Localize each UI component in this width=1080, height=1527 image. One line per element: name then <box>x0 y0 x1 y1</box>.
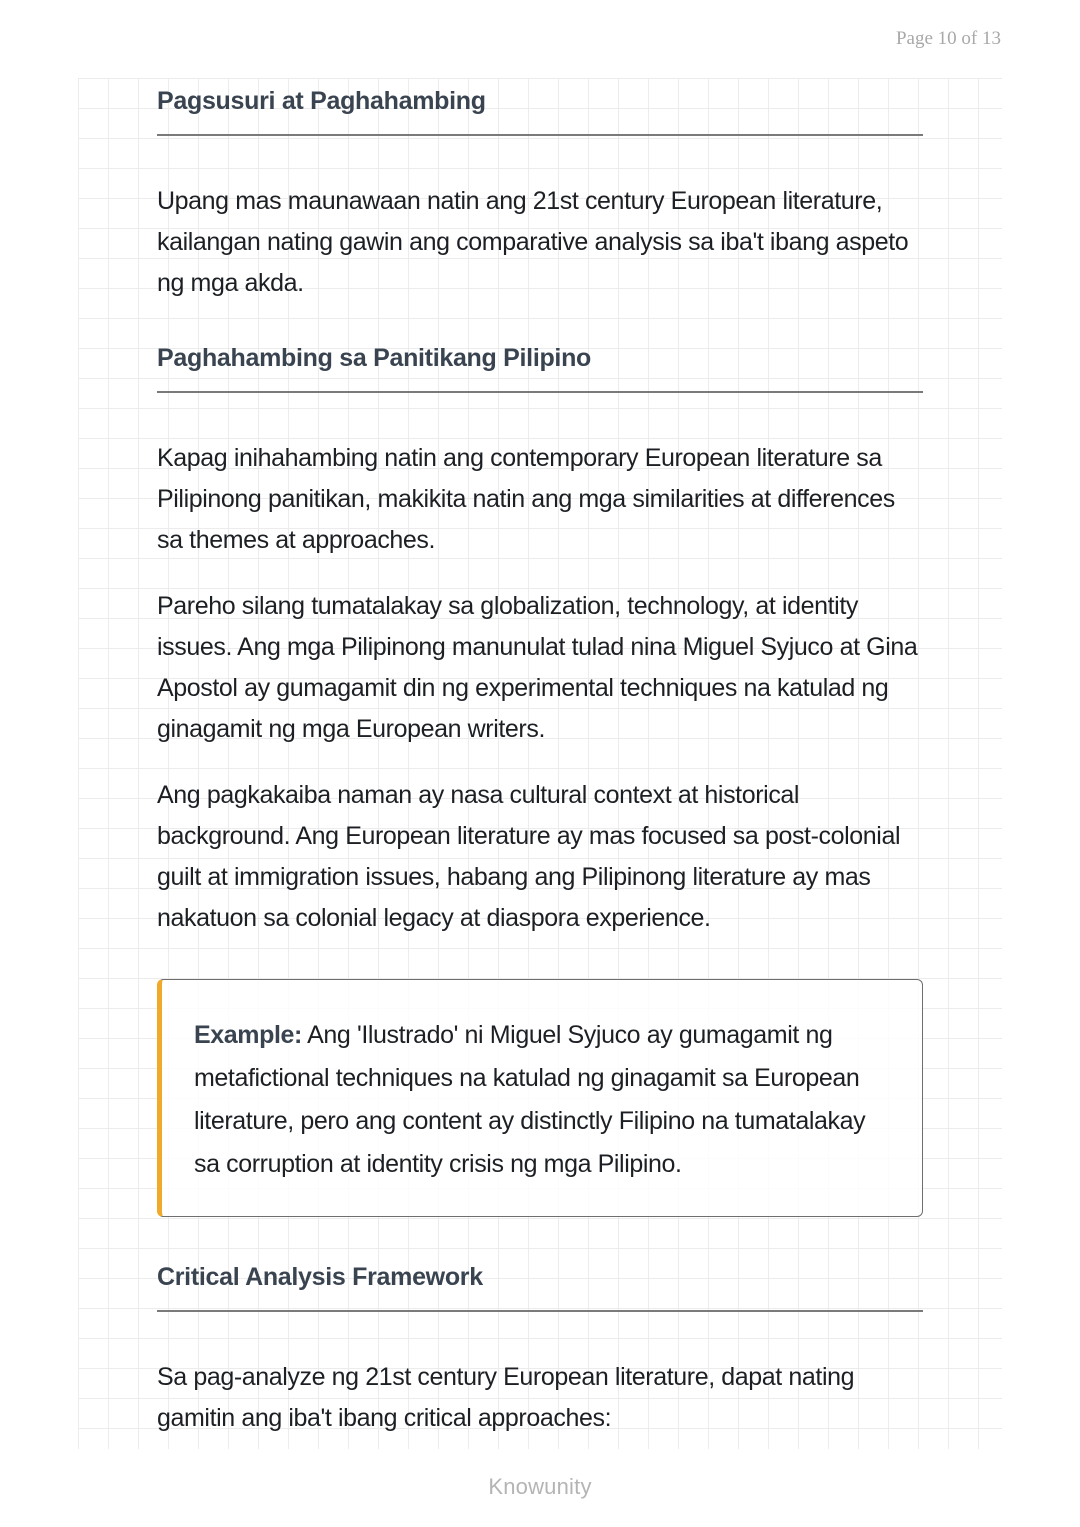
paragraph: Sa pag-analyze ng 21st century European literature, dapat nating gamitin ang iba't ibang critical approaches: <box>157 1363 855 1432</box>
page-indicator: Page 10 of 13 <box>895 28 1001 49</box>
section-paghahambing <box>157 335 923 1217</box>
paragraph: Pareho silang tumatalakay sa globalization, technology, at identity issues. Ang mga Pilipinong manunulat tulad nina Miguel Syjuco at Gina Apostol ay gumagamit din ng experimental techniques na katulad ng ginagamit ng mga European writers. <box>157 592 918 743</box>
section-heading: Critical Analysis Framework <box>157 1254 923 1312</box>
paragraph: Kapag inihahambing natin ang contemporary European literature sa Pilipinong panitikan, makikita natin ang mga similarities at differences sa themes at approaches. <box>157 444 895 554</box>
section-heading: Pagsusuri at Paghahambing <box>157 78 923 136</box>
document-content <box>157 78 923 1439</box>
paragraph: Ang pagkakaiba naman ay nasa cultural context at historical background. Ang European literature ay mas focused sa post-colonial guilt at immigration issues, habang ang Pilipinong literature ay mas nakatuon sa colonial legacy at diaspora experience. <box>157 781 901 932</box>
paragraph: Upang mas maunawaan natin ang 21st century European literature, kailangan nating gawin ang comparative analysis sa iba't ibang aspeto ng mga akda. <box>157 187 909 297</box>
section-pagsusuri <box>157 78 923 304</box>
example-callout <box>157 979 923 1217</box>
section-critical-analysis <box>157 1254 923 1439</box>
section-heading: Paghahambing sa Panitikang Pilipino <box>157 335 923 393</box>
footer-brand: Knowunity <box>488 1474 592 1499</box>
callout-text <box>194 1014 884 1186</box>
callout-label: Example: <box>194 1021 302 1049</box>
callout-body: Ang 'Ilustrado' ni Miguel Syjuco ay gumagamit ng metafictional techniques na katulad ng ginagamit sa European literature, pero ang content ay distinctly Filipino na tumatalakay sa corruption at identity crisis ng mga Pilipino. <box>194 1021 866 1178</box>
